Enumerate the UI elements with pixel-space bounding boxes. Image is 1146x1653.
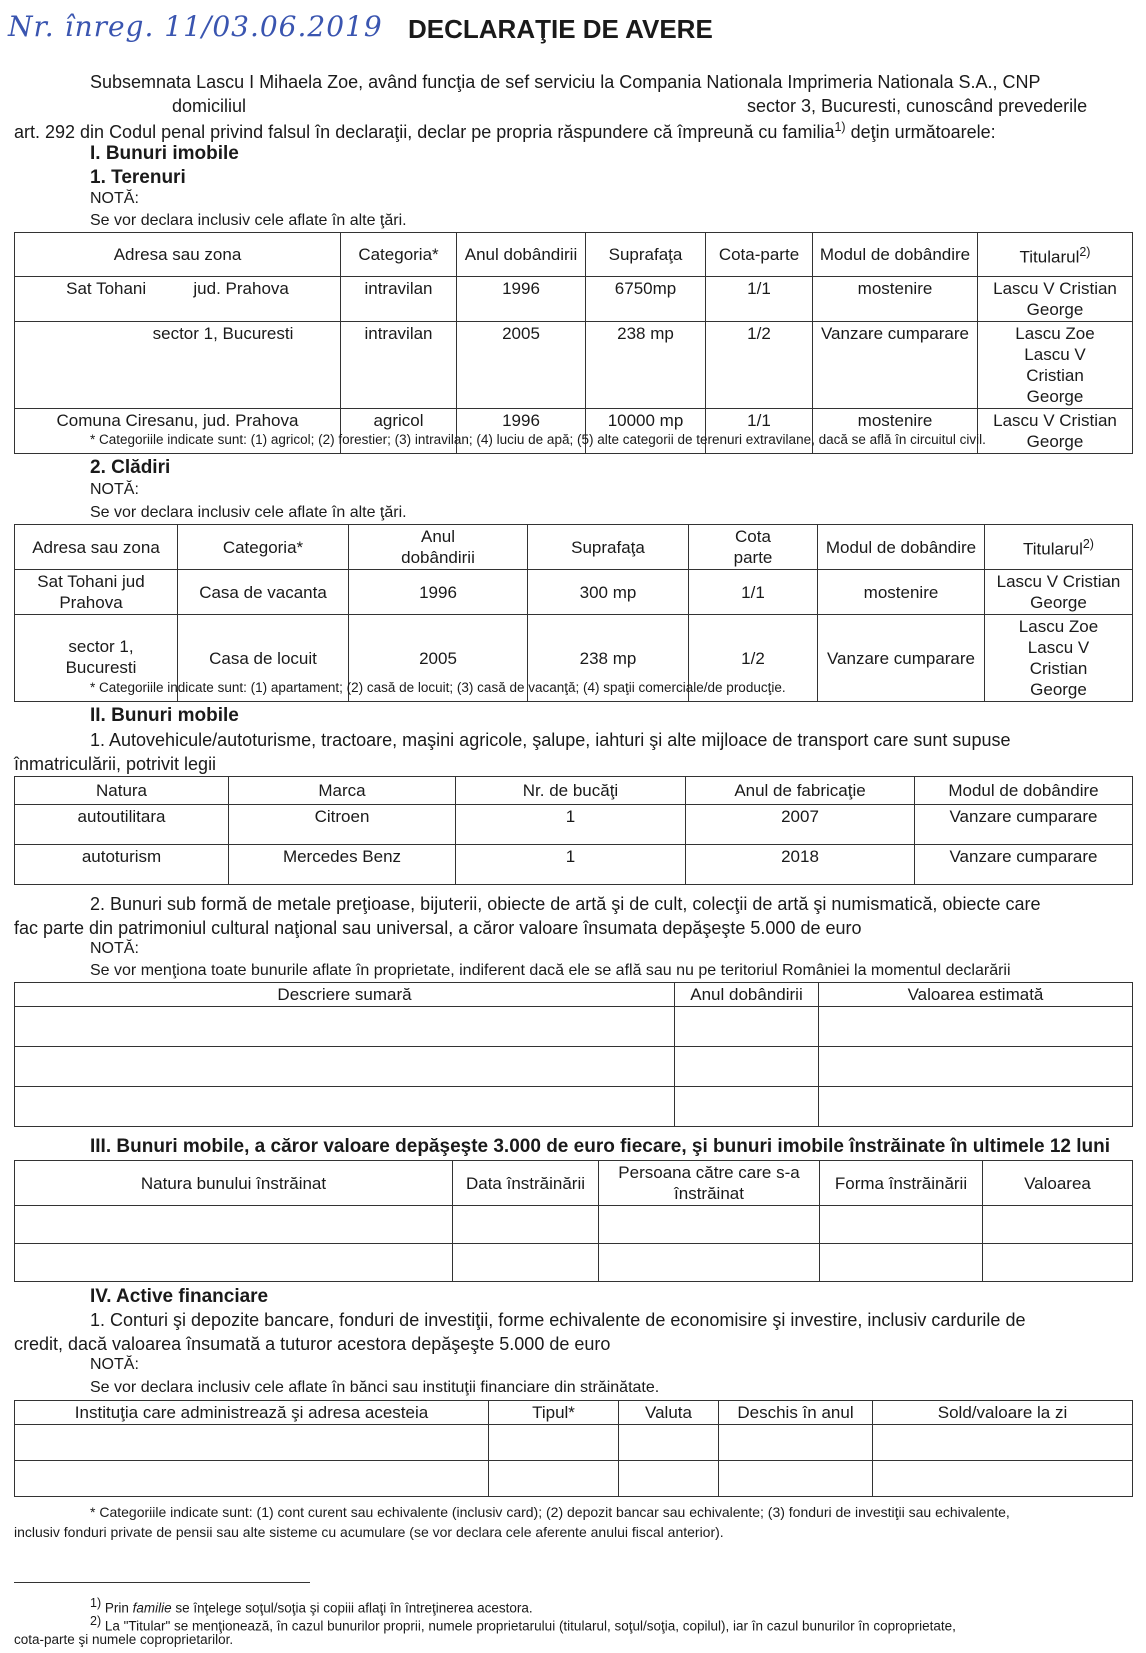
empty-cell xyxy=(819,1007,1133,1047)
section-2-heading: II. Bunuri mobile xyxy=(90,705,239,726)
terenuri-categories-note: * Categoriile indicate sunt: (1) agricol; (2) forestier; (3) intravilan; (4) luciu de apă; (5) alte categorii de terenuri extravilane, dacă se află în circuitul civil. xyxy=(90,432,986,447)
cell-cota: 1/1 xyxy=(706,409,813,454)
col-header-anul-text: Anul dobândirii xyxy=(401,527,475,567)
col-header-tipul: Tipul* xyxy=(489,1401,619,1425)
bunuri-nota-label: NOTĂ: xyxy=(90,940,139,957)
bunuri-nota-text: Se vor menţiona toate bunurile aflate în proprietate, indiferent dacă ele se află sau nu pe teritoriul României la momentul declarării xyxy=(90,962,1011,979)
col-header-suprafata: Suprafaţa xyxy=(528,525,689,570)
col-header-categoria: Categoria* xyxy=(178,525,349,570)
handwritten-registration-number: Nr. înreg. 11/03.06.2019 xyxy=(8,10,383,43)
cell-anul: 1996 xyxy=(349,570,528,615)
cell-titular: Lascu V Cristian George xyxy=(978,409,1133,454)
bunuri-paragraph-line-2: fac parte din patrimoniul cultural naţional sau universal, a căror valoare însumata depăşeşte 5.000 de euro xyxy=(14,918,862,938)
empty-cell xyxy=(719,1461,873,1497)
cell-categoria: intravilan xyxy=(341,277,457,322)
instrainate-table xyxy=(14,1160,1133,1282)
conturi-table xyxy=(14,1400,1133,1497)
cell-cota: 1/2 xyxy=(689,615,818,702)
cladiri-header-row xyxy=(15,525,1133,570)
cell-titular-text: Lascu Zoe Lascu V Cristian George xyxy=(1018,617,1099,699)
cell-cota: 1/1 xyxy=(706,277,813,322)
empty-cell xyxy=(15,1007,675,1047)
cell-anul: 1996 xyxy=(457,277,586,322)
empty-cell xyxy=(15,1461,489,1497)
table-row xyxy=(15,1425,1133,1461)
cell-marca: Citroen xyxy=(229,805,456,845)
footnote-ref-2: 2) xyxy=(1079,244,1091,259)
cell-cota: 1/2 xyxy=(706,322,813,409)
table-row xyxy=(15,322,1133,409)
col-header-modul: Modul de dobândire xyxy=(915,777,1133,805)
footnote-1 xyxy=(90,1596,533,1616)
table-row xyxy=(15,1244,1133,1282)
empty-cell xyxy=(820,1244,983,1282)
cell-nr: 1 xyxy=(456,845,686,885)
footnote-ref-1: 1) xyxy=(834,120,846,134)
cell-suprafata: 6750mp xyxy=(586,277,706,322)
page-title: DECLARAŢIE DE AVERE xyxy=(408,14,713,44)
conturi-categories-note-line-2: inclusiv fonduri private de pensii sau alte sisteme cu acumulare (se vor declara cele aferente anului fiscal anterior). xyxy=(14,1524,724,1540)
empty-cell xyxy=(453,1206,599,1244)
col-header-anul: Anul dobândirii xyxy=(675,983,819,1007)
table-row xyxy=(15,1007,1133,1047)
empty-cell xyxy=(675,1047,819,1087)
cell-anul: 2007 xyxy=(686,805,915,845)
active-paragraph-line-2: credit, dacă valoarea însumată a tuturor acestora depăşeşte 5.000 de euro xyxy=(14,1334,611,1354)
terenuri-nota-text: Se vor declara inclusiv cele aflate în alte ţări. xyxy=(90,212,407,229)
intro-line-3 xyxy=(14,120,996,143)
active-paragraph-line-1: 1. Conturi şi depozite bancare, fonduri de investiţii, forme echivalente de economisire şi investire, inclusiv cardurile de xyxy=(90,1310,1026,1330)
col-header-institutia: Instituţia care administrează şi adresa acesteia xyxy=(15,1401,489,1425)
col-header-titular-text: Titularul xyxy=(1023,539,1083,559)
col-header-anul-fabricatie: Anul de fabricaţie xyxy=(686,777,915,805)
cell-natura: autoutilitara xyxy=(15,805,229,845)
col-header-valoarea: Valoarea estimată xyxy=(819,983,1133,1007)
empty-cell xyxy=(675,1087,819,1127)
empty-cell xyxy=(15,1425,489,1461)
col-header-data: Data înstrăinării xyxy=(453,1161,599,1206)
auto-paragraph-line-1: 1. Autovehicule/autoturisme, tractoare, maşini agricole, şalupe, iahturi şi alte mijloace de transport care sunt supuse xyxy=(90,730,1011,750)
col-header-categoria: Categoria* xyxy=(341,233,457,277)
cell-modul: Vanzare cumparare xyxy=(818,615,985,702)
cell-categoria: Casa de locuit xyxy=(178,615,349,702)
footnote-1-pre: Prin xyxy=(101,1600,133,1616)
cell-suprafata: 238 mp xyxy=(586,322,706,409)
section-4-heading: IV. Active financiare xyxy=(90,1286,269,1307)
col-header-anul xyxy=(349,525,528,570)
col-header-sold: Sold/valoare la zi xyxy=(873,1401,1133,1425)
terenuri-header-row xyxy=(15,233,1133,277)
col-header-descriere: Descriere sumară xyxy=(15,983,675,1007)
empty-cell xyxy=(819,1087,1133,1127)
cladiri-nota-label: NOTĂ: xyxy=(90,481,139,498)
empty-cell xyxy=(675,1007,819,1047)
col-header-adresa: Adresa sau zona xyxy=(15,233,341,277)
intro-line-3-text: art. 292 din Codul penal privind falsul în declaraţii, declar pe propria răspundere că împreună cu familia xyxy=(14,122,835,142)
bunuri-pretioase-table xyxy=(14,982,1133,1127)
cladiri-heading: 2. Clădiri xyxy=(90,457,171,478)
empty-cell xyxy=(719,1425,873,1461)
col-header-natura: Natura xyxy=(15,777,229,805)
cell-suprafata: 238 mp xyxy=(528,615,689,702)
col-header-natura: Natura bunului înstrăinat xyxy=(15,1161,453,1206)
table-row xyxy=(15,845,1133,885)
table-row xyxy=(15,570,1133,615)
section-1-heading: I. Bunuri imobile xyxy=(90,143,239,164)
col-header-valuta: Valuta xyxy=(619,1401,719,1425)
cell-adresa-text: sector 1, Bucuresti xyxy=(152,324,294,343)
footnote-separator xyxy=(14,1582,310,1583)
footnote-1-text: se înţelege soţul/soţia şi copiii aflaţi în întreţinerea acestora. xyxy=(171,1600,533,1616)
active-nota-text: Se vor declara inclusiv cele aflate în bănci sau instituţii financiare din străinătate. xyxy=(90,1379,660,1396)
footnote-2-line-1 xyxy=(90,1614,956,1634)
cell-titular xyxy=(985,615,1133,702)
col-header-persoana xyxy=(599,1161,820,1206)
cell-marca: Mercedes Benz xyxy=(229,845,456,885)
table-row xyxy=(15,1206,1133,1244)
col-header-titular xyxy=(985,525,1133,570)
bunuri-paragraph-line-1: 2. Bunuri sub formă de metale preţioase, bijuterii, obiecte de artă şi de cult, colecţii de artă şi numismatică, obiecte care xyxy=(90,894,1041,914)
empty-cell xyxy=(983,1244,1133,1282)
cell-adresa xyxy=(15,570,178,615)
auto-header-row xyxy=(15,777,1133,805)
col-header-titular xyxy=(978,233,1133,277)
col-header-anul: Anul dobândirii xyxy=(457,233,586,277)
cell-nr: 1 xyxy=(456,805,686,845)
footnote-2-text: La "Titular" se menţionează, în cazul bunurilor proprii, numele proprietarului (titularul, soţul/soţia, copilul), iar în cazul bunurilor în coproprietate, xyxy=(101,1618,956,1634)
empty-cell xyxy=(819,1047,1133,1087)
empty-cell xyxy=(599,1244,820,1282)
col-header-persoana-text: Persoana către care s-a înstrăinat xyxy=(618,1163,800,1203)
empty-cell xyxy=(873,1461,1133,1497)
footnote-2-line-2: cota-parte şi numele coproprietarilor. xyxy=(14,1632,234,1647)
cell-categoria: intravilan xyxy=(341,322,457,409)
active-nota-label: NOTĂ: xyxy=(90,1356,139,1373)
cell-categoria: Casa de vacanta xyxy=(178,570,349,615)
cladiri-table xyxy=(14,524,1133,702)
cell-titular xyxy=(978,322,1133,409)
cell-cota: 1/1 xyxy=(689,570,818,615)
cell-anul: 2005 xyxy=(349,615,528,702)
table-row xyxy=(15,277,1133,322)
empty-cell xyxy=(619,1461,719,1497)
col-header-marca: Marca xyxy=(229,777,456,805)
cell-titular: Lascu V Cristian George xyxy=(985,570,1133,615)
section-3-heading: III. Bunuri mobile, a căror valoare depăşeşte 3.000 de euro fiecare, şi bunuri imobile înstrăinate în ultimele 12 luni xyxy=(90,1136,1110,1157)
terenuri-heading: 1. Terenuri xyxy=(90,167,186,188)
cell-suprafata: 300 mp xyxy=(528,570,689,615)
empty-cell xyxy=(599,1206,820,1244)
empty-cell xyxy=(489,1425,619,1461)
cell-anul: 2018 xyxy=(686,845,915,885)
empty-cell xyxy=(453,1244,599,1282)
empty-cell xyxy=(15,1206,453,1244)
col-header-cota xyxy=(689,525,818,570)
cell-modul: mostenire xyxy=(818,570,985,615)
intro-line-3-end: deţin următoarele: xyxy=(845,122,996,142)
conturi-categories-note-line-1: * Categoriile indicate sunt: (1) cont curent sau echivalente (inclusiv card); (2) depozit bancar sau echivalente; (3) fonduri de investiţii sau echivalente, xyxy=(90,1504,1010,1520)
col-header-modul: Modul de dobândire xyxy=(818,525,985,570)
col-header-deschis: Deschis în anul xyxy=(719,1401,873,1425)
col-header-titular-text: Titularul xyxy=(1019,247,1080,267)
col-header-valoarea: Valoarea xyxy=(983,1161,1133,1206)
cell-categoria: agricol xyxy=(341,409,457,454)
footnote-1-marker: 1) xyxy=(90,1596,102,1610)
empty-cell xyxy=(619,1425,719,1461)
footnote-1-emphasis: familie xyxy=(132,1600,172,1616)
instrainate-header-row xyxy=(15,1161,1133,1206)
empty-cell xyxy=(15,1087,675,1127)
cell-titular-text: Lascu Zoe Lascu V Cristian George xyxy=(1015,324,1095,406)
cell-modul: mostenire xyxy=(813,277,978,322)
col-header-cota-text: Cota parte xyxy=(733,527,773,567)
col-header-cota: Cota-parte xyxy=(706,233,813,277)
col-header-forma: Forma înstrăinării xyxy=(820,1161,983,1206)
footnote-ref-2: 2) xyxy=(1082,537,1094,552)
table-row xyxy=(15,1047,1133,1087)
intro-line-2b: sector 3, Bucuresti, cunoscând prevederile xyxy=(747,96,1088,116)
cell-adresa: Comuna Ciresanu, jud. Prahova xyxy=(15,409,341,454)
empty-cell xyxy=(873,1425,1133,1461)
cell-modul: Vanzare cumparare xyxy=(813,322,978,409)
empty-cell xyxy=(983,1206,1133,1244)
empty-cell xyxy=(15,1244,453,1282)
cell-adresa-text: sector 1, Bucuresti xyxy=(65,637,137,677)
table-row xyxy=(15,1087,1133,1127)
cell-anul: 2005 xyxy=(457,322,586,409)
intro-line-2a: domiciliul xyxy=(172,96,247,116)
footnote-2-marker: 2) xyxy=(90,1614,102,1628)
col-header-adresa: Adresa sau zona xyxy=(15,525,178,570)
bunuri-header-row xyxy=(15,983,1133,1007)
terenuri-nota-label: NOTĂ: xyxy=(90,190,139,207)
cell-modul: Vanzare cumparare xyxy=(915,845,1133,885)
cell-natura: autoturism xyxy=(15,845,229,885)
cell-titular: Lascu V Cristian George xyxy=(978,277,1133,322)
empty-cell xyxy=(820,1206,983,1244)
col-header-nr-bucati: Nr. de bucăţi xyxy=(456,777,686,805)
cell-adresa-text: Sat Tohani jud Prahova xyxy=(37,572,145,612)
cladiri-categories-note: * Categoriile indicate sunt: (1) apartament; (2) casă de locuit; (3) casă de vacanţă; (4) spaţii comerciale/de producţie. xyxy=(90,680,786,695)
intro-line-1: Subsemnata Lascu I Mihaela Zoe, având funcţia de sef serviciu la Compania Nationala Imprimeria Nationala S.A., CNP xyxy=(90,72,1041,92)
cell-suprafata: 10000 mp xyxy=(586,409,706,454)
cell-modul: Vanzare cumparare xyxy=(915,805,1133,845)
col-header-suprafata: Suprafaţa xyxy=(586,233,706,277)
conturi-header-row xyxy=(15,1401,1133,1425)
auto-paragraph-line-2: înmatriculării, potrivit legii xyxy=(14,754,217,774)
cell-adresa xyxy=(15,322,341,409)
empty-cell xyxy=(489,1461,619,1497)
cell-anul: 1996 xyxy=(457,409,586,454)
table-row xyxy=(15,805,1133,845)
terenuri-table xyxy=(14,232,1133,454)
cell-adresa: Sat Tohani jud. Prahova xyxy=(15,277,341,322)
autovehicule-table xyxy=(14,776,1133,885)
cell-modul: mostenire xyxy=(813,409,978,454)
col-header-modul: Modul de dobândire xyxy=(813,233,978,277)
table-row xyxy=(15,1461,1133,1497)
cladiri-nota-text: Se vor declara inclusiv cele aflate în alte ţări. xyxy=(90,504,407,521)
empty-cell xyxy=(15,1047,675,1087)
